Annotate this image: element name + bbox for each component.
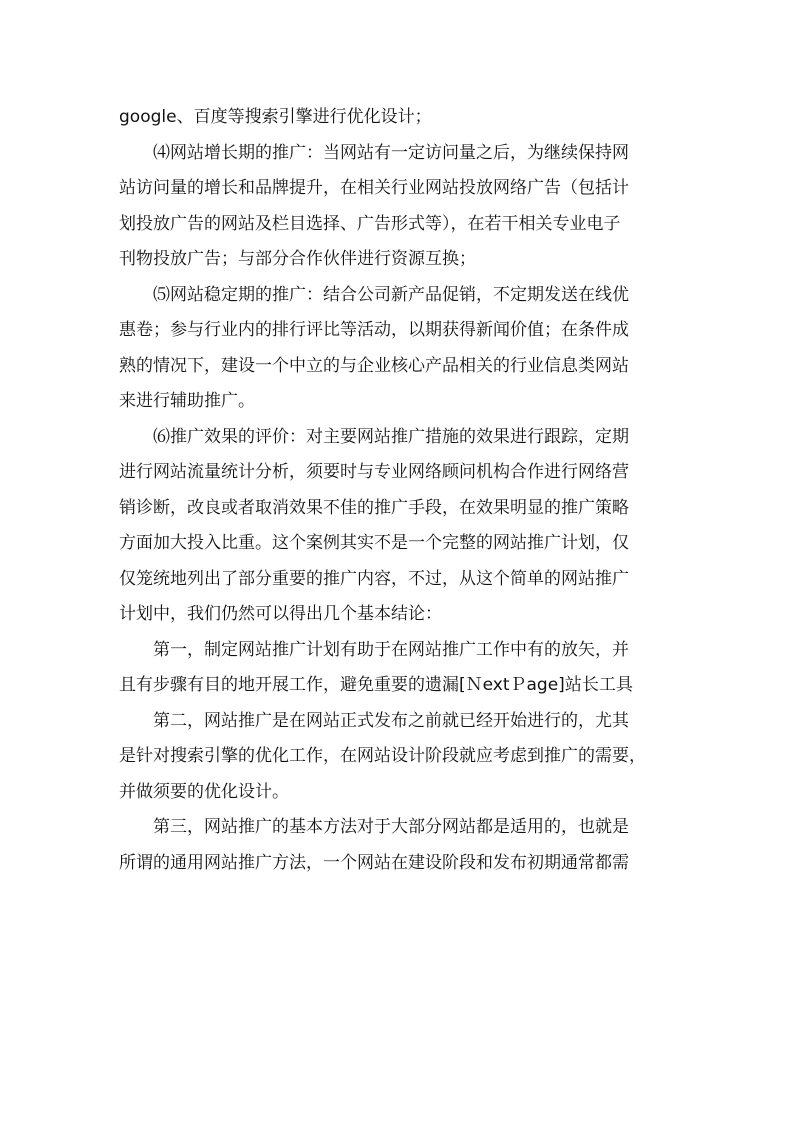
text-line: 且有步骤有目的地开展工作，避免重要的遗漏[ＮextＰage]站长工具: [119, 675, 633, 695]
text-line: 进行网站流量统计分析，须要时与专业网络顾问机构合作进行网络营: [119, 462, 629, 482]
text-line: 是针对搜索引擎的优化工作，在网站设计阶段就应考虑到推广的需要，: [119, 746, 646, 766]
text-line: 并做须要的优化设计。: [119, 781, 289, 802]
text-line: 站访问量的增长和品牌提升，在相关行业网站投放网络广告（包括计: [119, 178, 629, 198]
document-body: [119, 100, 679, 881]
text-line: 惠卷；参与行业内的排行评比等活动，以期获得新闻价值；在条件成: [119, 320, 629, 340]
text-line: 第二，网站推广是在网站正式发布之前就已经开始进行的，尤其: [153, 710, 629, 731]
text-line: 刊物投放广告；与部分合作伙伴进行资源互换；: [119, 249, 476, 269]
text-line: ⑷网站增长期的推广：当网站有一定访问量之后，为继续保持网: [153, 142, 629, 163]
text-line: 来进行辅助推广。: [119, 391, 255, 411]
text-line: 销诊断，改良或者取消效果不佳的推广手段，在效果明显的推广策略: [119, 497, 629, 518]
text-line: 熟的情况下，建设一个中立的与企业核心产品相关的行业信息类网站: [119, 355, 629, 376]
text-line: 计划中，我们仍然可以得出几个基本结论：: [119, 604, 442, 624]
text-line: 仅笼统地列出了部分重要的推广内容，不过，从这个简单的网站推广: [119, 568, 629, 589]
text-line: ⑹推广效果的评价：对主要网站推广措施的效果进行跟踪，定期: [153, 426, 629, 447]
text-line: google、百度等搜索引擎进行优化设计；: [119, 107, 432, 127]
text-line: 所谓的通用网站推广方法，一个网站在建设阶段和发布初期通常都需: [119, 852, 629, 873]
text-line: ⑸网站稳定期的推广：结合公司新产品促销，不定期发送在线优: [153, 284, 629, 305]
text-line: 划投放广告的网站及栏目选择、广告形式等），在若干相关专业电子: [119, 213, 621, 234]
text-line: 方面加大投入比重。这个案例其实不是一个完整的网站推广计划，仅: [119, 533, 629, 553]
text-line: 第一，制定网站推广计划有助于在网站推广工作中有的放矢，并: [153, 639, 629, 660]
text-line: 第三，网站推广的基本方法对于大部分网站都是适用的，也就是: [153, 817, 629, 837]
